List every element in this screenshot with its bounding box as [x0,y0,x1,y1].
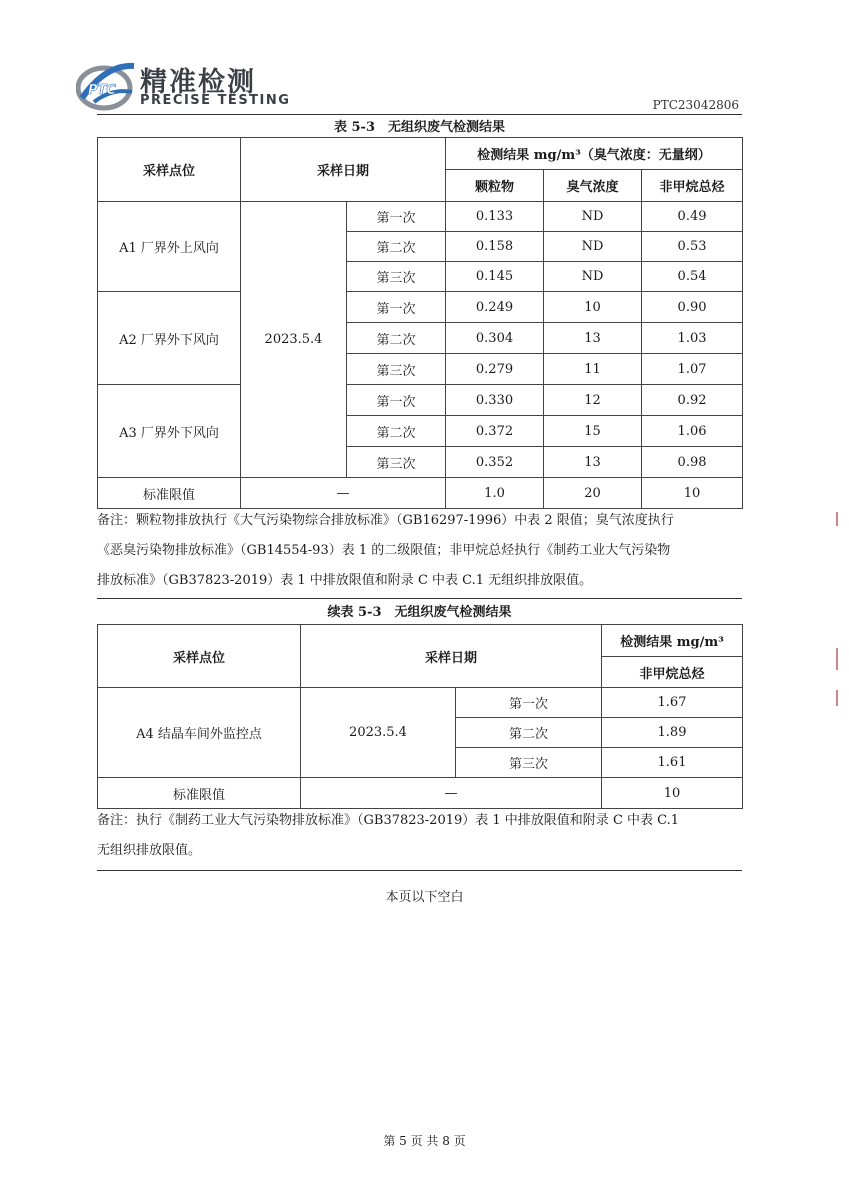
col-header-location: 采样点位 [98,138,241,202]
time-cell: 第一次 [347,202,446,232]
nmhc-cell: 0.53 [642,232,743,262]
odor-cell: ND [544,202,642,232]
nmhc-cell: 0.98 [642,447,743,478]
limit-date: — [301,778,602,809]
pm-cell: 0.249 [446,292,544,323]
note-line: 备注：执行《制药工业大气污染物排放标准》（GB37823-2019）表 1 中排放限值和附录 C 中表 C.1 [97,813,680,828]
ptc-logo-icon [76,58,138,112]
table1 [97,137,743,509]
odor-cell: ND [544,262,642,292]
table2-caption: 续表 5-3 无组织废气检测结果 [327,605,512,620]
odor-cell: 13 [544,447,642,478]
pm-cell: 0.304 [446,323,544,354]
limit-odor: 20 [544,478,642,509]
col-header-date: 采样日期 [301,625,602,688]
time-cell: 第二次 [347,416,446,447]
note-line: 无组织排放限值。 [97,843,202,858]
table-row [98,688,743,718]
limit-pm: 1.0 [446,478,544,509]
pm-cell: 0.145 [446,262,544,292]
odor-cell: ND [544,232,642,262]
time-cell: 第三次 [456,748,602,778]
note-line: 排放标准》（GB37823-2019）表 1 中排放限值和附录 C 中表 C.1 无组织排放限值。 [97,573,593,588]
col-header-result: 检测结果 mg/m³（臭气浓度：无量纲） [446,138,743,170]
pm-cell: 0.372 [446,416,544,447]
col-header-result: 检测结果 mg/m³ [602,625,743,657]
limit-row [98,478,743,509]
limit-nmhc: 10 [602,778,743,809]
nmhc-cell: 0.90 [642,292,743,323]
pm-cell: 0.279 [446,354,544,385]
report-number: PTC23042806 [652,98,739,112]
limit-date: — [241,478,446,509]
time-cell: 第二次 [347,323,446,354]
nmhc-cell: 1.03 [642,323,743,354]
limit-nmhc: 10 [642,478,743,509]
table2-top-rule [97,598,742,599]
pm-cell: 0.158 [446,232,544,262]
table1-note [97,506,749,596]
nmhc-cell: 1.61 [602,748,743,778]
nmhc-cell: 1.67 [602,688,743,718]
limit-label: 标准限值 [98,478,241,509]
brand-name-en: PRECISE TESTING [140,93,291,108]
top-rule [97,114,742,115]
brand-name-cn: 精准检测 [140,67,256,98]
location-cell: A2 厂界外下风向 [98,292,241,385]
nmhc-cell: 0.54 [642,262,743,292]
nmhc-cell: 1.89 [602,718,743,748]
odor-cell: 13 [544,323,642,354]
time-cell: 第一次 [347,292,446,323]
blank-below-notice: 本页以下空白 [385,890,464,905]
pm-cell: 0.133 [446,202,544,232]
svg-text:PTC: PTC [88,83,116,98]
time-cell: 第三次 [347,262,446,292]
col-header-pm: 颗粒物 [446,170,544,202]
odor-cell: 15 [544,416,642,447]
pm-cell: 0.352 [446,447,544,478]
table2-note [97,806,749,866]
col-header-date: 采样日期 [241,138,446,202]
scan-mark [836,690,838,706]
note-line: 《恶臭污染物排放标准》（GB14554-93）表 1 的二级限值；非甲烷总烃执行《制药工业大气污染物 [97,543,671,558]
nmhc-cell: 0.49 [642,202,743,232]
page-number: 第 5 页 共 8 页 [383,1134,466,1148]
table2 [97,624,743,809]
nmhc-cell: 0.92 [642,385,743,416]
time-cell: 第三次 [347,447,446,478]
nmhc-cell: 1.06 [642,416,743,447]
col-header-location: 采样点位 [98,625,301,688]
time-cell: 第二次 [347,232,446,262]
limit-row [98,778,743,809]
location-cell: A1 厂界外上风向 [98,202,241,292]
odor-cell: 11 [544,354,642,385]
time-cell: 第二次 [456,718,602,748]
odor-cell: 10 [544,292,642,323]
table1-caption: 表 5-3 无组织废气检测结果 [333,120,505,135]
odor-cell: 12 [544,385,642,416]
time-cell: 第三次 [347,354,446,385]
pm-cell: 0.330 [446,385,544,416]
bottom-rule [97,870,742,871]
limit-label: 标准限值 [98,778,301,809]
table-row [98,292,743,323]
nmhc-cell: 1.07 [642,354,743,385]
company-logo [76,58,291,112]
col-header-odor: 臭气浓度 [544,170,642,202]
table-row [98,202,743,232]
location-cell: A4 结晶车间外监控点 [98,688,301,778]
col-header-nmhc: 非甲烷总烃 [602,657,743,688]
time-cell: 第一次 [456,688,602,718]
scan-mark [836,512,838,526]
time-cell: 第一次 [347,385,446,416]
col-header-nmhc: 非甲烷总烃 [642,170,743,202]
date-cell: 2023.5.4 [241,202,347,478]
table-row [98,385,743,416]
scan-mark [836,648,838,670]
location-cell: A3 厂界外下风向 [98,385,241,478]
note-line: 备注：颗粒物排放执行《大气污染物综合排放标准》（GB16297-1996）中表 2 限值；臭气浓度执行 [97,513,674,528]
date-cell: 2023.5.4 [301,688,456,778]
